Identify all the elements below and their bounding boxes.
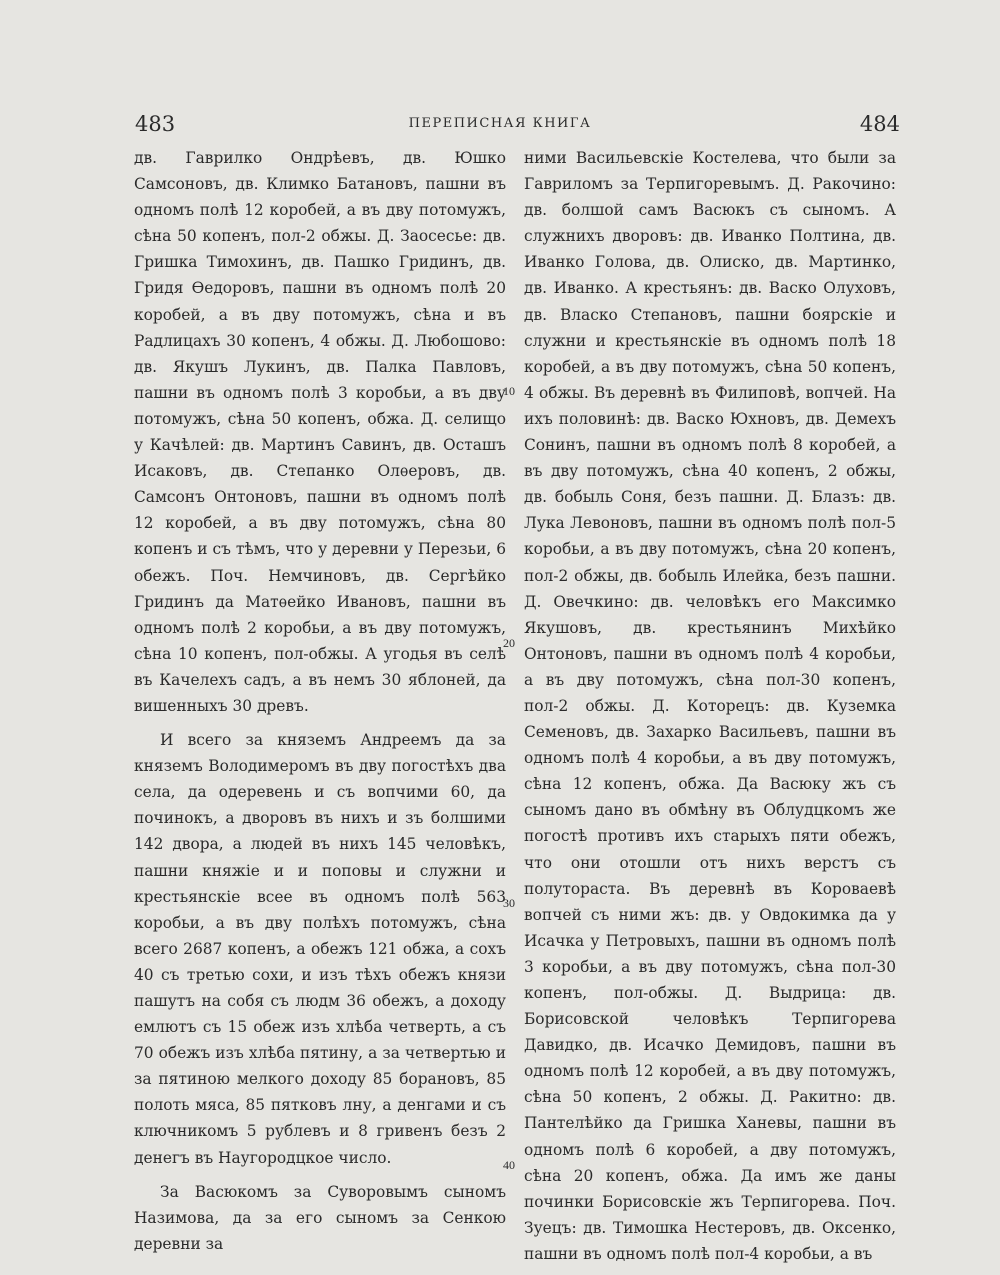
running-title: ПЕРЕПИСНАЯ КНИГА: [408, 116, 592, 131]
right-column: [524, 145, 896, 1275]
right-page-number: 484: [859, 112, 900, 136]
paragraph: И всего за княземъ Андреемъ да за княземъ Володимеромъ въ дву погостѣхъ два села, да одеревень и съ вопчими 60, да починокъ, а дворовъ въ нихъ и зъ болшими 142 двора, а людей въ нихъ 145 человѣкъ, пашни княжіе и и поповы и служни и крестьянскіе всее въ одномъ полѣ 563 коробьи, а въ дву полѣхъ потомужъ, сѣна всего 2687 копенъ, а обежъ 121 обжа, а сохъ 40 съ третью сохи, и изъ тѣхъ обежъ князи пашутъ на собя съ людм 36 обежъ, а доходу емлютъ съ 15 обеж изъ хлѣба четверть, а съ 70 обежъ изъ хлѣба пятину, а за четвертью и за пятиною мелкого доходу 85 борановъ, 85 полоть мяса, 85 пятковъ лну, а денгами и съ ключникомъ 5 рублевъ и 8 гривенъ безъ 2 денегъ въ Наугородцкое число.: [134, 731, 506, 1167]
line-number: 30: [503, 896, 515, 910]
paragraph: За Васюкомъ за Суворовымъ сыномъ Назимова, да за его сыномъ за Сенкою деревни за: [134, 1182, 506, 1253]
line-number: 40: [503, 1158, 515, 1172]
line-number: 20: [503, 636, 515, 650]
paragraph: дв. Гаврилко Ондрѣевъ, дв. Юшко Самсоновъ, дв. Климко Батановъ, пашни въ одномъ полѣ 12 коробей, а въ дву потомужъ, сѣна 50 копенъ, пол-2 обжы. Д. Заосесье: дв. Гришка Тимохинъ, дв. Пашко Гридинъ, дв. Гридя Ѳедоровъ, пашни въ одномъ полѣ 20 коробей, а въ дву потомужъ, сѣна и въ Радлицахъ 30 копенъ, 4 обжы. Д. Любошово: дв. Якушъ Лукинъ, дв. Палка Павловъ, пашни въ одномъ полѣ 3 коробьи, а въ дву потомужъ, сѣна 50 копенъ, обжа. Д. селищо у Качѣлей: дв. Мартинъ Савинъ, дв. Осташъ Исаковъ, дв. Степанко Олѳеровъ, дв. Самсонъ Онтоновъ, пашни въ одномъ полѣ 12 коробей, а въ дву потомужъ, сѣна 80 копенъ и съ тѣмъ, что у деревни у Перезьи, 6 обежъ. Поч. Немчиновъ, дв. Сергѣйко Гридинъ да Матѳейко Ивановъ, пашни въ одномъ полѣ 2 коробьи, а въ дву потомужъ, сѣна 10 копенъ, пол-обжы. А угодья въ селѣ въ Качелехъ садъ, а въ немъ 30 яблоней, да вишенныхъ 30 древъ.: [134, 149, 506, 715]
left-page-number: 483: [135, 112, 176, 136]
left-column: [134, 145, 506, 1265]
page-header: [0, 112, 1000, 142]
paragraph: ними Васильевскіе Костелева, что были за Гавриломъ за Терпигоревымъ. Д. Ракочино: дв. болшой самъ Васюкъ съ сыномъ. А служнихъ дворовъ: дв. Иванко Полтина, дв. Иванко Голова, дв. Олиско, дв. Мартинко, дв. Иванко. А крестьянъ: дв. Васко Олуховъ, дв. Власко Степановъ, пашни боярскіе и служни и крестьянскіе въ одномъ полѣ 18 коробей, а въ дву потомужъ, сѣна 50 копенъ, 4 обжы. Въ деревнѣ въ Филиповѣ, вопчей. На ихъ половинѣ: дв. Васко Юхновъ, дв. Демехъ Сонинъ, пашни въ одномъ полѣ 8 коробей, а въ дву потомужъ, сѣна 40 копенъ, 2 обжы, дв. бобыль Соня, безъ пашни. Д. Блазъ: дв. Лука Левоновъ, пашни въ одномъ полѣ пол-5 коробьи, а въ дву потомужъ, сѣна 20 копенъ, пол-2 обжы, дв. бобыль Илейка, безъ пашни. Д. Овечкино: дв. человѣкъ его Максимко Якушовъ, дв. крестьянинъ Михѣйко Онтоновъ, пашни въ одномъ полѣ 4 коробьи, а въ дву потомужъ, сѣна пол-30 копенъ, пол-2 обжы. Д. Которецъ: дв. Куземка Семеновъ, дв. Захарко Васильевъ, пашни въ одномъ полѣ 4 коробьи, а въ дву потомужъ, сѣна 12 копенъ, обжа. Да Васюку жъ съ сыномъ дано въ обмѣну въ Облудцкомъ же погостѣ противъ ихъ старыхъ пяти обежъ, что они отошли отъ нихъ верстъ съ полутораста. Въ деревнѣ въ Короваевѣ вопчей съ ними жъ: дв. у Овдокимка да у Исачка у Петровыхъ, пашни въ одномъ полѣ 3 коробьи, а въ дву потомужъ, сѣна пол-30 копенъ, пол-обжы. Д. Выдрица: дв. Борисовской человѣкъ Терпигорева Давидко, дв. Исачко Демидовъ, пашни въ одномъ полѣ 12 коробей, а въ дву потомужъ, сѣна 50 копенъ, 2 обжы. Д. Ракитно: дв. Пантелѣйко да Гришка Ханевы, пашни въ одномъ полѣ 6 коробей, а дву потомужъ, сѣна 20 копенъ, обжа. Да имъ же даны починки Борисовскіе жъ Терпигорева. Поч. Зуецъ: дв. Тимошка Нестеровъ, дв. Оксенко, пашни въ одномъ полѣ пол-4 коробьи, а въ: [524, 149, 896, 1263]
line-number: 10: [503, 384, 515, 398]
